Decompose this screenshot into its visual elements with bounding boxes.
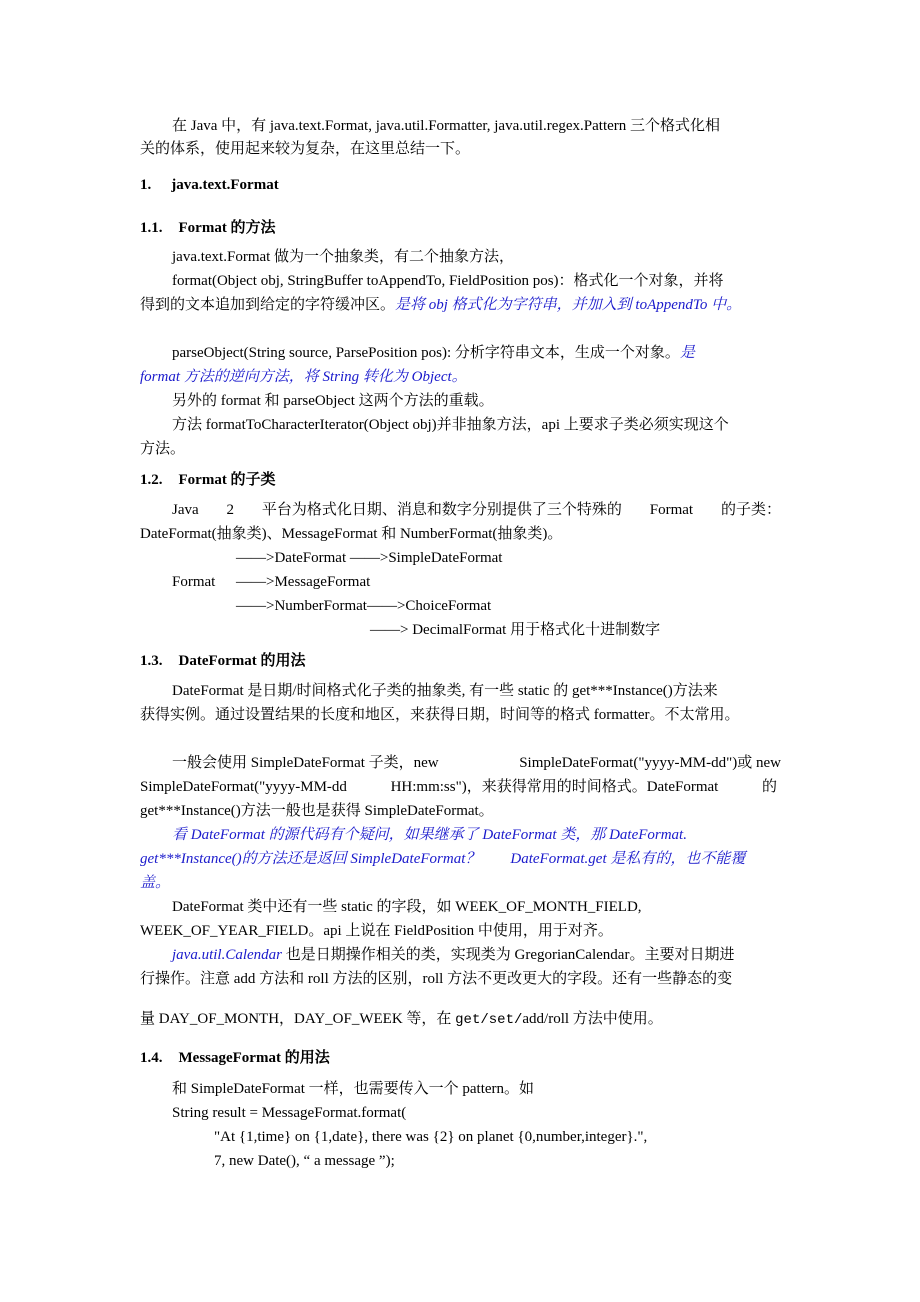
para-1-1-g: 方法。 xyxy=(140,441,186,457)
para-1-3-a: DateFormat 是日期/时间格式化子类的抽象类, 有一些 static 的 get***Instance()方法来 xyxy=(172,683,718,699)
intro-line-2: 关的体系，使用起来较为复杂，在这里总结一下。 xyxy=(140,141,471,157)
para-1-3-c: 一般会使用 SimpleDateFormat 子类，new SimpleDateFormat("yyyy-MM-dd")或 new xyxy=(172,755,781,771)
code-line-1: String result = MessageFormat.format( xyxy=(172,1105,407,1121)
para-1-3-i: 行操作。注意 add 方法和 roll 方法的区别，roll 方法不更改更大的字段。还有一些静态的变 xyxy=(140,971,733,987)
calendar-link-text: java.util.Calendar xyxy=(172,947,282,963)
para-1-3-b: 获得实例。通过设置结果的长度和地区，来获得日期，时间等的格式 formatter。不太常用。 xyxy=(140,707,740,723)
para-1-3-e: get***Instance()方法一般也是获得 SimpleDateFormat。 xyxy=(140,803,494,819)
tree-line-4: ——> DecimalFormat 用于格式化十进制数字 xyxy=(370,622,661,638)
para-1-2-a: Java 2 平台为格式化日期、消息和数字分别提供了三个特殊的 Format 的子类： xyxy=(172,502,781,518)
para-1-1-f: 方法 formatToCharacterIterator(Object obj)并非抽象方法，api 上要求子类必须实现这个 xyxy=(172,417,729,433)
blue-question-1: 看 DateFormat 的源代码有个疑问，如果继承了 DateFormat 类，那 DateFormat. xyxy=(172,827,687,843)
heading-1-1: 1.1. Format 的方法 xyxy=(140,220,276,236)
para-1-1-a: java.text.Format 做为一个抽象类，有二个抽象方法， xyxy=(172,249,515,265)
heading-1-3: 1.3. DateFormat 的用法 xyxy=(140,653,306,669)
code-line-2: "At {1,time} on {1,date}, there was {2} on planet {0,number,integer}.", xyxy=(214,1129,648,1145)
para-1-1-b: format(Object obj, StringBuffer toAppendTo, FieldPosition pos)：格式化一个对象，并将 xyxy=(172,273,724,289)
blue-question-2: get***Instance()的方法还是返回 SimpleDateFormat？ DateFormat.get 是私有的，也不能覆 xyxy=(140,851,746,867)
para-1-3-j: 量 DAY_OF_MONTH，DAY_OF_WEEK 等，在 get/set/add/roll 方法中使用。 xyxy=(140,1011,663,1028)
para-1-3-h: java.util.Calendar 也是日期操作相关的类，实现类为 GregorianCalendar。主要对日期进 xyxy=(172,947,735,963)
blue-question-3: 盖。 xyxy=(140,875,171,891)
blue-note-format: 是将 obj 格式化为字符串，并加入到 toAppendTo 中。 xyxy=(395,297,742,313)
para-1-3-g: WEEK_OF_YEAR_FIELD。api 上说在 FieldPosition 中使用，用于对齐。 xyxy=(140,923,613,939)
tree-line-3: ——>NumberFormat——>ChoiceFormat xyxy=(236,598,492,614)
para-1-3-d: SimpleDateFormat("yyyy-MM-dd HH:mm:ss")，来获得常用的时间格式。DateFormat 的 xyxy=(140,779,777,795)
para-1-2-b: DateFormat(抽象类)、MessageFormat 和 NumberFormat(抽象类)。 xyxy=(140,526,563,542)
blue-note-parse: format 方法的逆向方法，将 String 转化为 Object。 xyxy=(140,369,467,385)
para-1-1-e: 另外的 format 和 parseObject 这两个方法的重载。 xyxy=(172,393,494,409)
para-1-4-a: 和 SimpleDateFormat 一样，也需要传入一个 pattern。如 xyxy=(172,1081,535,1097)
tree-root: Format xyxy=(172,574,216,590)
heading-1-4: 1.4. MessageFormat 的用法 xyxy=(140,1050,330,1066)
heading-1: 1. java.text.Format xyxy=(140,177,279,193)
para-1-3-f: DateFormat 类中还有一些 static 的字段，如 WEEK_OF_MONTH_FIELD, xyxy=(172,899,642,915)
para-1-1-d: parseObject(String source, ParsePosition pos): 分析字符串文本，生成一个对象。是 xyxy=(172,345,695,361)
intro-line-1: 在 Java 中，有 java.text.Format, java.util.Formatter, java.util.regex.Pattern 三个格式化相 xyxy=(172,118,721,134)
para-1-1-c: 得到的文本追加到给定的字符缓冲区。是将 obj 格式化为字符串，并加入到 toAppendTo 中。 xyxy=(140,297,742,313)
heading-1-2: 1.2. Format 的子类 xyxy=(140,472,276,488)
tree-line-2: ——>MessageFormat xyxy=(236,574,371,590)
code-line-3: 7, new Date(), “ a message ”); xyxy=(214,1153,395,1169)
tree-line-1: ——>DateFormat ——>SimpleDateFormat xyxy=(236,550,503,566)
